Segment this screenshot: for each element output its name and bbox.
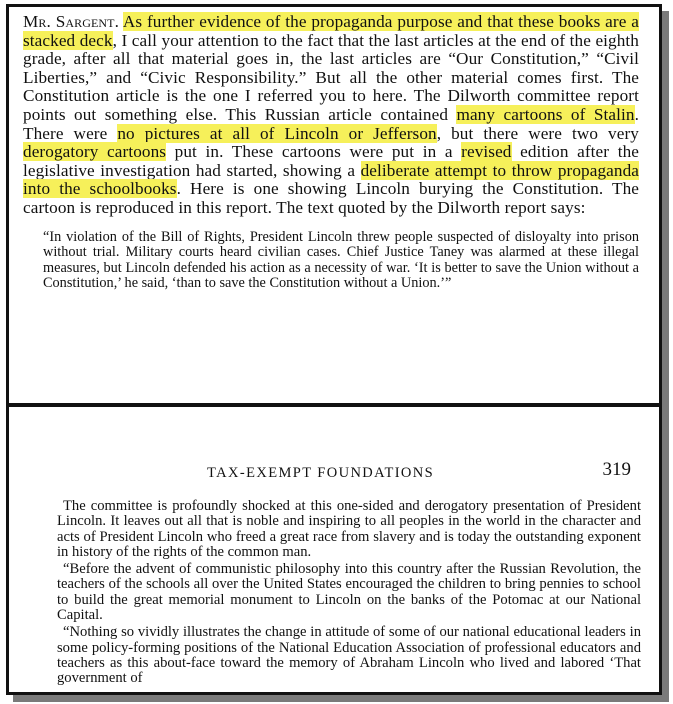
highlighted-text: deliberate attempt to throw propaganda into the schoolbooks bbox=[23, 160, 639, 199]
highlighted-text: no pictures at all of Lincoln or Jefferson bbox=[117, 123, 437, 143]
paragraph-text: put in. These cartoons were put in a bbox=[166, 142, 462, 162]
page-number: 319 bbox=[602, 459, 631, 480]
bottom-page-excerpt bbox=[9, 407, 659, 692]
highlighted-text: As further evidence of the propaganda purpose and that these books are a stacked deck bbox=[23, 12, 639, 50]
paragraph-text: . There were bbox=[23, 104, 639, 143]
document-frame bbox=[6, 4, 662, 695]
before-advent-paragraph: “Before the advent of communistic philosophy into this country after the Russian Revolution, the teachers of the schools all over the United States encouraged the children to bring pennies to school to build the great memorial monument to Lincoln on the banks of the Potomac at our National Capital. bbox=[57, 561, 641, 624]
paragraph-text: , I call your attention to the fact that the last articles at the end of the eighth grade, after all that material goes in, the last articles are “Our Constitution,” “Civil Liberties,” and “Civic Responsibility.” But all the other material comes first. The Constitution article is the one I referred you to here. The Dilworth committee report points out something else. This Russian article contained bbox=[23, 30, 640, 124]
highlighted-text: derogatory cartoons bbox=[23, 142, 167, 162]
highlighted-text: many cartoons of Stalin bbox=[456, 104, 635, 124]
running-head: TAX-EXEMPT FOUNDATIONS bbox=[207, 465, 435, 481]
speaker-name: Mr. Sargent. bbox=[23, 12, 120, 31]
paragraph-body bbox=[23, 12, 639, 217]
top-page-excerpt bbox=[9, 7, 659, 405]
highlighted-text: revised bbox=[461, 142, 512, 162]
paragraph-text: . Here is one showing Lincoln burying the Constitution. The cartoon is reproduced in this report. The text quoted by the Dilworth report says: bbox=[23, 179, 639, 217]
page-header bbox=[57, 455, 641, 499]
dilworth-quote: “In violation of the Bill of Rights, President Lincoln threw people suspected of disloyalty into prison without trial. Military courts heard civilian cases. Chief Justice Taney was alarmed at these illegal measures, but Lincoln defended his action as a necessity of war. ‘It is better to save the Union without a Constitution,’ he said, ‘than to save the Constitution without a Union.’” bbox=[43, 228, 639, 292]
sargent-paragraph bbox=[23, 13, 639, 218]
paragraph-text: edition after the legislative investigation had started, showing a bbox=[23, 142, 639, 180]
committee-paragraph: The committee is profoundly shocked at this one-sided and derogatory presentation of President Lincoln. It leaves out all that is noble and inspiring to all peoples in the world in the character and acts of President Lincoln who freed a great race from slavery and is today the outstanding exponent in history of the rights of the common man. bbox=[57, 498, 641, 560]
paragraph-text: , but there were two very bbox=[436, 123, 639, 143]
nothing-so-vividly-paragraph: “Nothing so vividly illustrates the change in attitude of some of our national educational leaders in some policy-forming positions of the National Education Association of professional educators and teachers as this about-face toward the memory of Abraham Lincoln who lived and labored ‘That government of bbox=[57, 624, 641, 687]
